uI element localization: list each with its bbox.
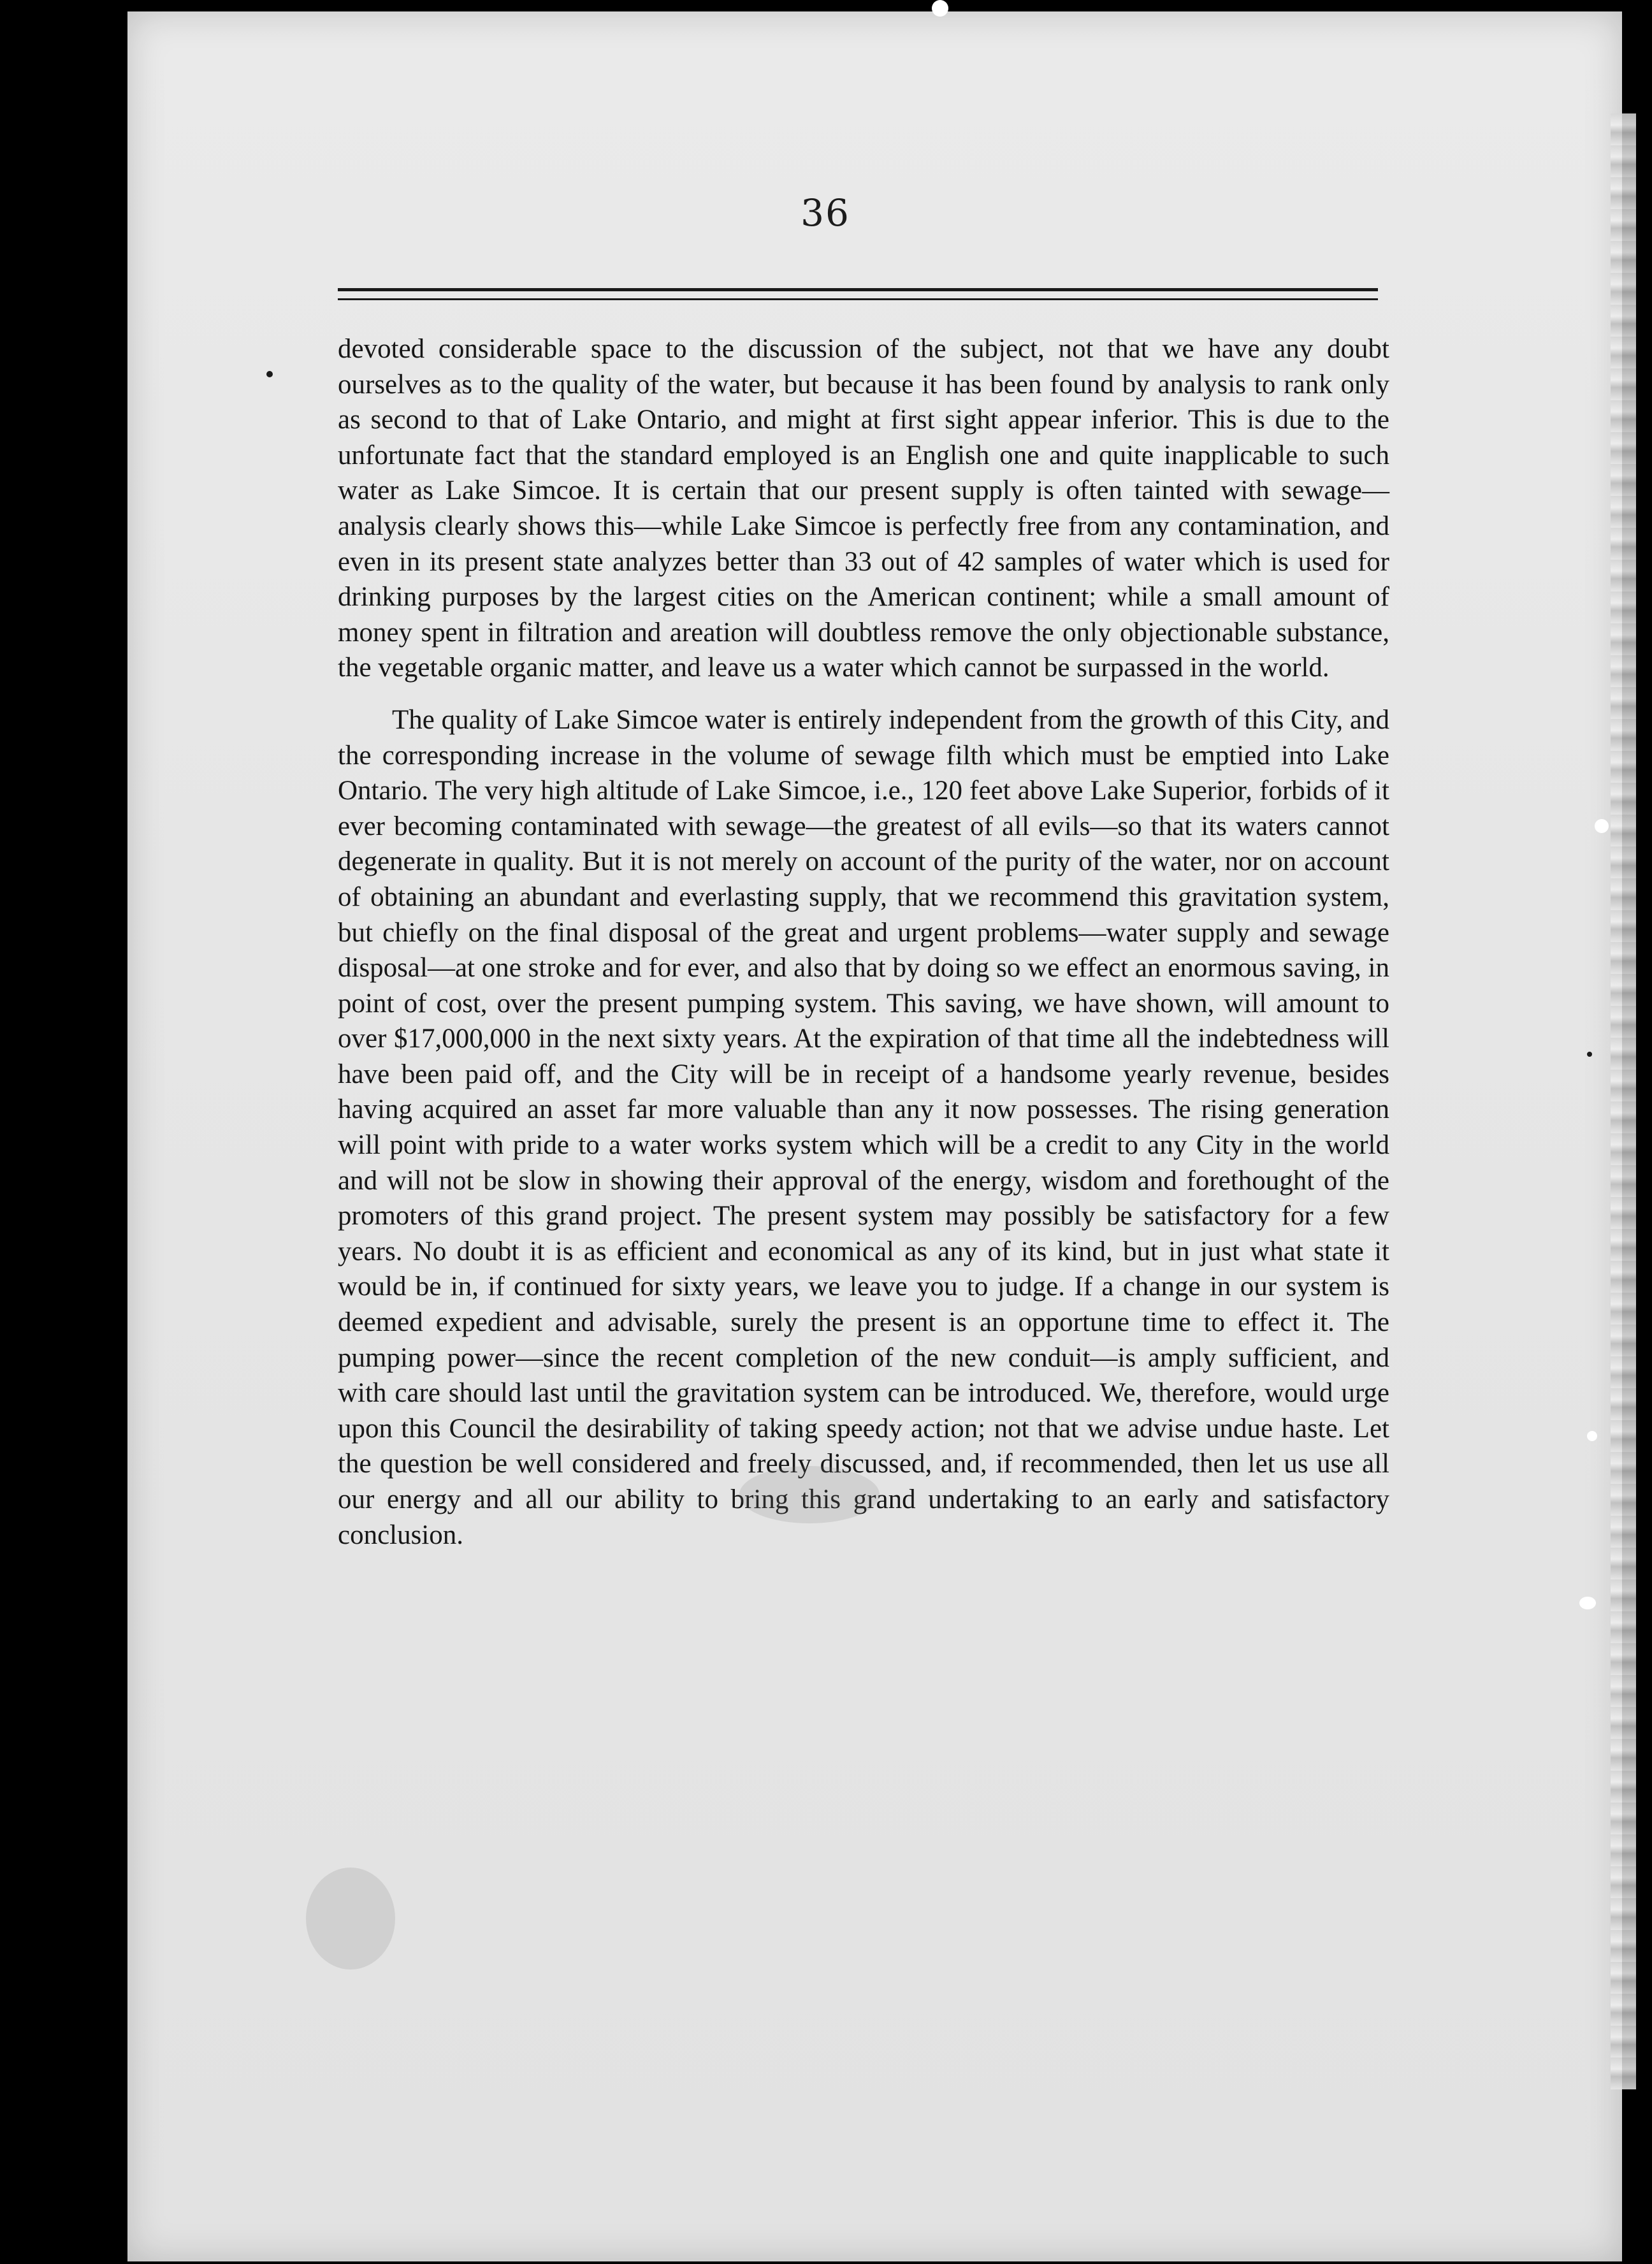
paragraph-1: devoted considerable space to the discussion of the subject, not that we have any doubt ourselves as to the quality of the water, but because it has been found by analysis to rank only as second to that of Lake Ontario, and might at first sight appear inferior. This is due to the unfortunate fact that the standard employed is an English one and quite inapplicable to such water as Lake Simcoe. It is certain that our present supply is often tainted with sewage—analysis clearly shows this—while Lake Simcoe is perfectly free from any contamination, and even in its present state analyzes better than 33 out of 42 samples of water which is used for drinking purposes by the largest cities on the American continent; while a small amount of money spent in filtration and areation will doubtless remove the only objectionable substance, the vegetable organic matter, and leave us a water which cannot be surpassed in the world. [338,334,1389,683]
header-rule-thick [338,288,1378,291]
ink-speck [266,371,273,377]
paper-smudge [306,1868,395,1970]
scan-hole [1587,1431,1597,1441]
scan-hole [932,0,948,17]
paragraph-2: The quality of Lake Simcoe water is entirely independent from the growth of this City, and the corresponding increase in the volume of sewage filth which must be emptied into Lake Ontario. The very high altitude of Lake Simcoe, i.e., 120 feet above Lake Superior, forbids of it ever becoming contaminated with sewage—the greatest of all evils—so that its waters cannot degenerate in quality. But it is not merely on account of the purity of the water, nor on account of obtaining an abundant and everlasting supply, that we recommend this gravitation system, but chiefly on the final disposal of the great and urgent problems—water supply and sewage disposal—at one stroke and for ever, and also that by doing so we effect an enormous saving, in point of cost, over the present pumping system. This saving, we have shown, will amount to over $17,000,000 in the next sixty years. At the expiration of that time all the indebtedness will have been paid off, and the City will be in receipt of a handsome yearly revenue, besides having acquired an asset far more valuable than any it now possesses. The rising generation will point with pride to a water works system which will be a credit to any City in the world and will not be slow in showing their approval of the energy, wisdom and forethought of the promoters of this grand project. The present system may possibly be satisfactory for a few years. No doubt it is as efficient and economical as any of its kind, but in just what state it would be in, if continued for sixty years, we leave you to judge. If a change in our system is deemed expedient and advisable, surely the present is an opportune time to effect it. The pumping power—since the recent completion of the new conduit—is amply sufficient, and with care should last until the gravitation system can be introduced. We, therefore, would urge upon this Council the desirability of taking speedy action; not that we advise undue haste. Let the question be well considered and freely discussed, and, if recommended, then let us use all our energy and all our ability to bring this grand undertaking to an early and satisfactory conclusion. [338,704,1389,1550]
scan-hole [1579,1597,1596,1609]
body-text [338,331,1389,1553]
page-edge [1611,113,1636,2089]
paper-smudge [739,1466,880,1523]
header-rule-thin [338,298,1378,300]
ink-speck [1587,1052,1592,1057]
scan-hole [1595,819,1609,833]
page-number: 36 [801,191,850,235]
